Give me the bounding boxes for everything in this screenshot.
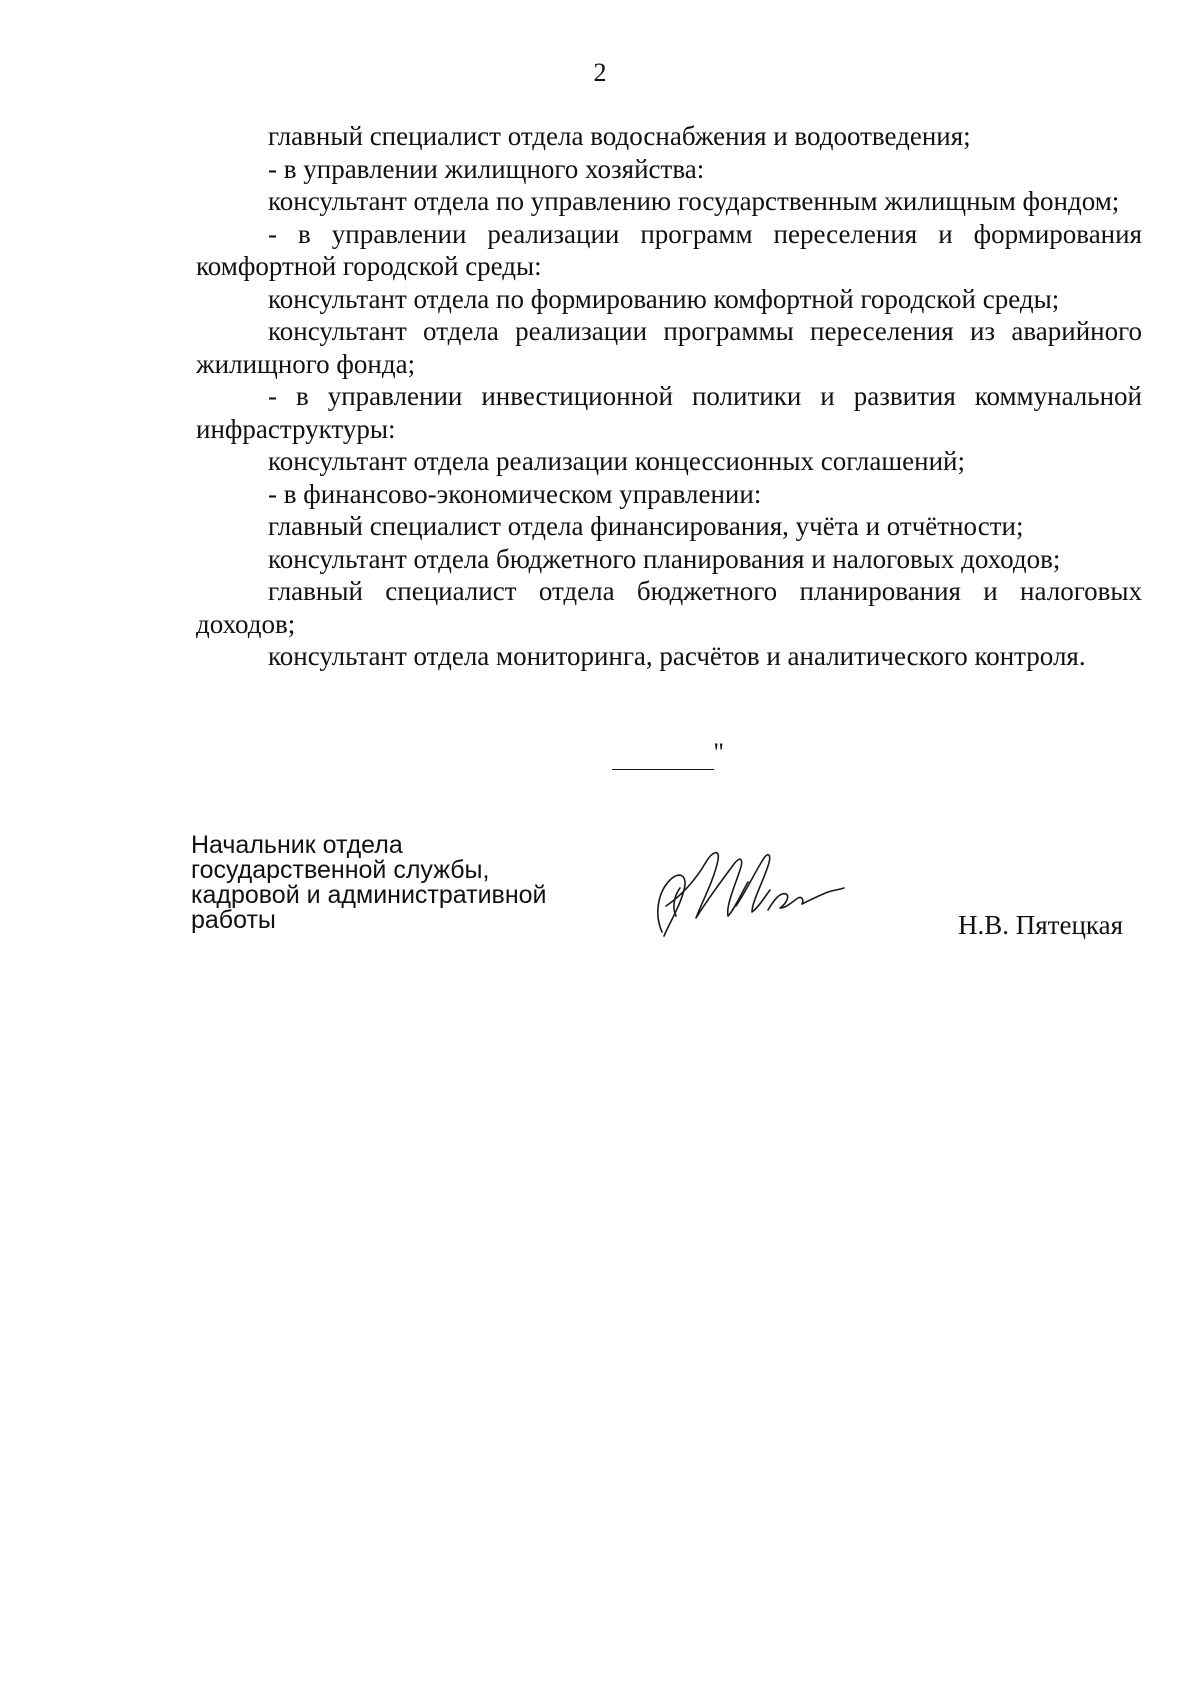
paragraph: главный специалист отдела бюджетного планирования и налоговых доходов; [196,576,1142,639]
paragraph: консультант отдела реализации концессионных соглашений; [268,446,966,476]
document-body [196,120,1142,673]
paragraph: главный специалист отдела водоснабжения и водоотведения; [268,121,971,151]
closing-line [612,769,714,770]
paragraph: консультант отдела по управлению государственным жилищным фондом; [268,186,1120,216]
paragraph: - в управлении реализации программ переселения и формирования комфортной городской среды: [196,218,1142,281]
signer-name: Н.В. Пятецкая [958,910,1124,940]
paragraph: консультант отдела мониторинга, расчётов и аналитического контроля. [268,641,1086,671]
paragraph: - в управлении жилищного хозяйства: [268,153,705,184]
paragraph: - в управлении инвестиционной политики и развития коммунальной инфраструктуры: [196,381,1142,444]
paragraph: консультант отдела по формированию комфортной городской среды; [268,283,1060,314]
paragraph: главный специалист отдела финансирования, учёта и отчётности; [268,511,1024,541]
page-number: 2 [593,58,607,87]
paragraph: - в финансово-экономическом управлении: [268,478,762,509]
paragraph: консультант отдела бюджетного планирования и налоговых доходов; [268,543,1061,574]
handwritten-signature [640,836,850,946]
signer-title-line: государственной службы, [191,856,490,884]
closing-quote: " [713,738,724,767]
signer-title [191,833,611,933]
paragraph: консультант отдела реализации программы переселения из аварийного жилищного фонда; [196,316,1142,379]
closing-mark [612,740,724,774]
signer-title-line: работы [191,906,276,934]
signer-title-line: Начальник отдела [191,831,403,859]
signer-title-line: кадровой и административной [191,881,547,909]
